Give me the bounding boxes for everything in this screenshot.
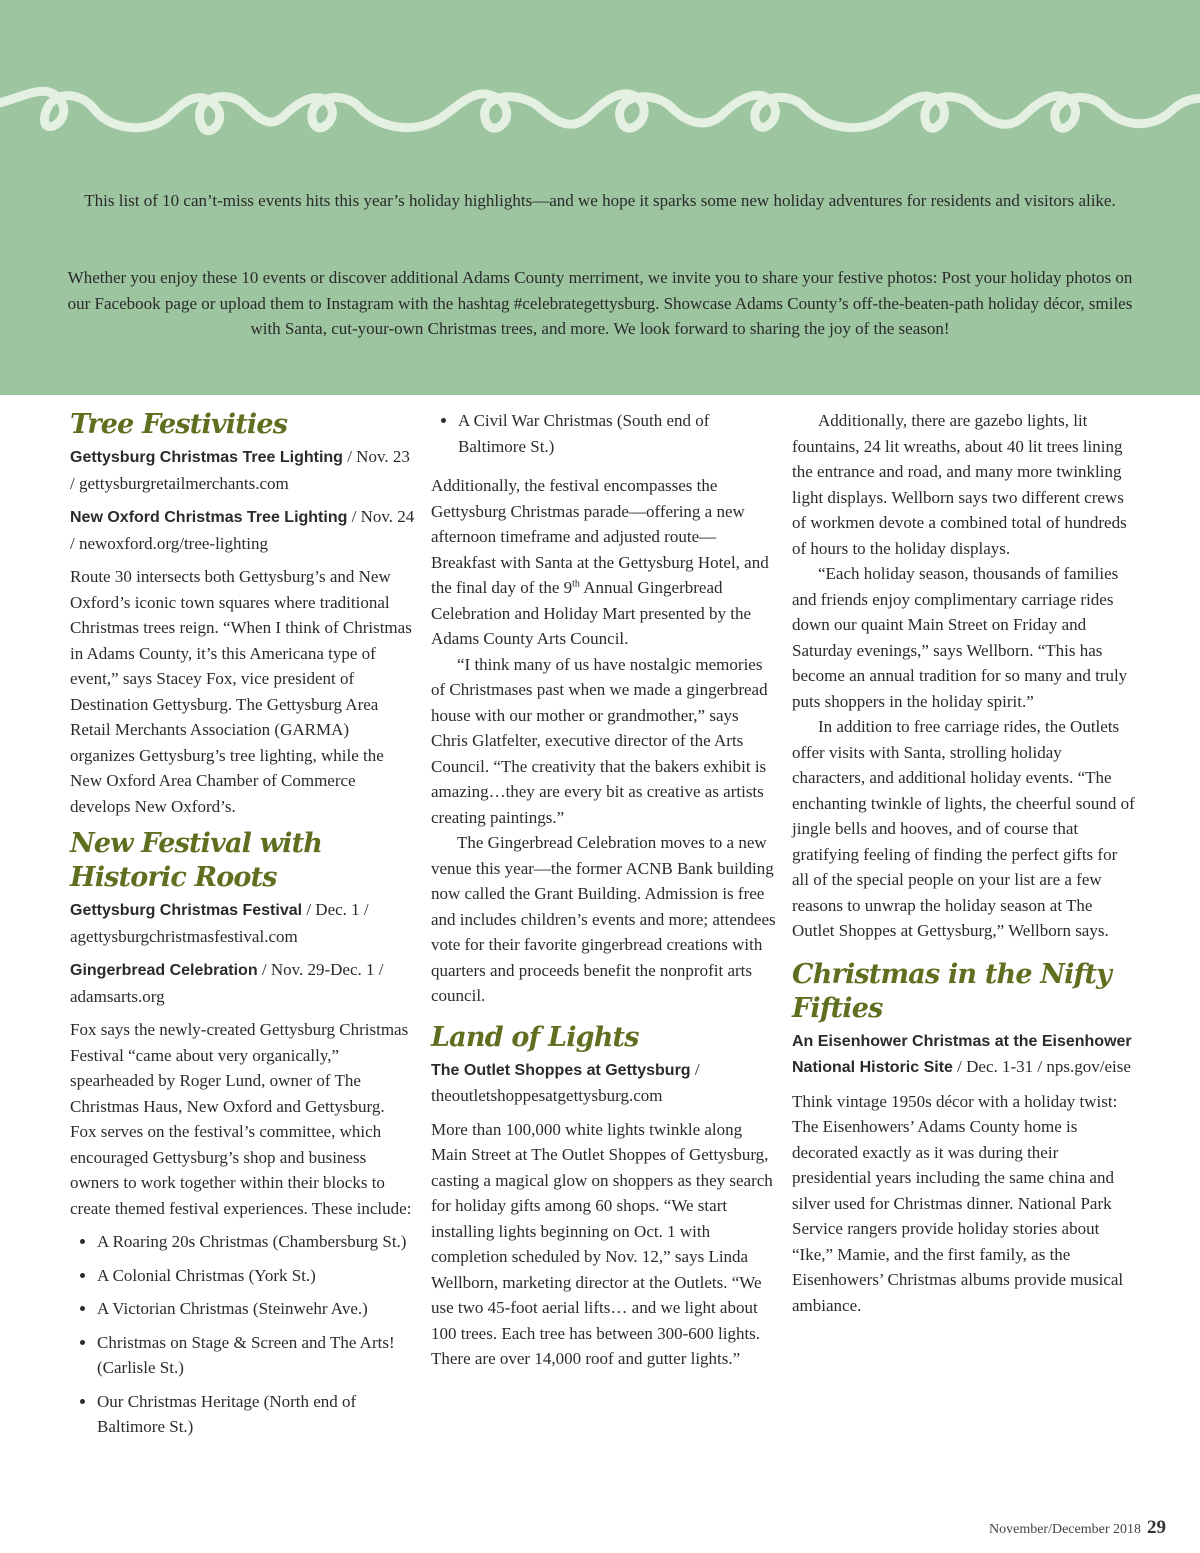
column-2 <box>431 408 776 1372</box>
event-details: / Dec. 1 / agettysburgchristmasfestival.com <box>70 900 369 946</box>
event-listing <box>70 504 415 556</box>
body-paragraph: Route 30 intersects both Gettysburg’s and New Oxford’s iconic town squares where traditional Christmas trees reign. “When I think of Christmas in Adams County, it’s this Americana type of event,” says Stacey Fox, vice president of Destination Gettysburg. The Gettysburg Area Retail Merchants Association (GARMA) organizes Gettysburg’s tree lighting, while the New Oxford Area Chamber of Commerce develops New Oxford’s. <box>70 567 412 816</box>
event-name: Gettysburg Christmas Festival <box>70 902 303 919</box>
event-name: New Oxford Christmas Tree Lighting <box>70 509 348 526</box>
event-details: / Dec. 1-31 / nps.gov/eise <box>952 1057 1131 1076</box>
swirl-ornament-icon <box>0 60 1200 170</box>
list-item: • Christmas on Stage & Screen and The Arts! (Carlisle St.) <box>97 1330 415 1381</box>
body-paragraph: The Gingerbread Celebration moves to a new venue this year—the former ACNB Bank building now called the Grant Building. Admission is free and includes children’s events and more; attendees vote for their favorite gingerbread creations with quarters and proceeds benefit the nonprofit arts council. <box>431 833 776 1005</box>
section-heading-nifty-fifties: Christmas in the Nifty Fifties <box>792 958 1112 1024</box>
list-item: • A Victorian Christmas (Steinwehr Ave.) <box>97 1296 415 1322</box>
intro-paragraph-1: This list of 10 can’t-miss events hits this year’s holiday highlights—and we hope it sparks some new holiday adventures for residents and visitors alike. <box>84 191 1116 210</box>
themed-experiences-list <box>70 1229 415 1440</box>
body-paragraph: Additionally, the festival encompasses the Gettysburg Christmas parade—offering a new afternoon timeframe and adjusted route—Breakfast with Santa at the Gettysburg Hotel, and the final day of the 9th Annual Gingerbread Celebration and Holiday Mart presented by the Adams County Arts Council. <box>431 476 769 648</box>
body-paragraph: “I think many of us have nostalgic memories of Christmases past when we made a gingerbread house with our mother or grandmother,” says Chris Glatfelter, executive director of the Arts Council. “The creativity that the bakers exhibit is amazing…they are every bit as creative as artists creating paintings.” <box>431 654 768 827</box>
event-details: / Nov. 29-Dec. 1 / adamsarts.org <box>70 960 384 1006</box>
intro-paragraph-2: Whether you enjoy these 10 events or discover additional Adams County merriment, we invite you to share your festive photos: Post your holiday photos on our Facebook page or upload them to Instagram with the hashtag #celebrategettysburg. Showcase Adams County’s off-the-beaten-path holiday décor, smiles with Santa, cut-your-own Christmas trees, and more. We look forward to sharing the joy of the season! <box>67 268 1133 338</box>
event-name: The Outlet Shoppes at Gettysburg <box>431 1061 691 1079</box>
event-name: Gingerbread Celebration <box>70 962 258 979</box>
column-3 <box>792 408 1137 1326</box>
list-item: • A Colonial Christmas (York St.) <box>97 1263 415 1289</box>
column-1 <box>70 408 415 1448</box>
event-listing <box>70 897 415 949</box>
section-heading-land-of-lights: Land of Lights <box>431 1021 639 1053</box>
event-details: / theoutletshoppesatgettysburg.com <box>431 1059 700 1105</box>
event-name: Gettysburg Christmas Tree Lighting <box>70 449 343 466</box>
body-paragraph: Additionally, there are gazebo lights, lit fountains, 24 lit wreaths, about 40 lit trees lining the entrance and road, and many more twinkling light displays. Wellborn says two different crews of workmen devote a combined total of hundreds of hours to the holiday displays. <box>792 411 1127 558</box>
event-listing <box>70 957 415 1009</box>
issue-date: November/December 2018 <box>989 1522 1141 1537</box>
list-item: • A Civil War Christmas (South end of Baltimore St.) <box>458 408 776 459</box>
event-name: An Eisenhower Christmas at the Eisenhower National Historic Site <box>792 1032 1132 1076</box>
list-item: • A Roaring 20s Christmas (Chambersburg St.) <box>97 1229 415 1255</box>
page-number: 29 <box>1147 1517 1166 1538</box>
body-paragraph: Think vintage 1950s décor with a holiday twist: The Eisenhowers’ Adams County home is decorated exactly as it was during their presidential years including the same china and silver used for Christmas dinner. National Park Service rangers provide holiday stories about “Ike,” Mamie, and the first family, as the Eisenhowers’ Christmas albums provide musical ambiance. <box>792 1091 1124 1315</box>
section-heading-new-festival: New Festival with Historic Roots <box>70 828 323 893</box>
event-details: / Nov. 23 / gettysburgretailmerchants.com <box>70 447 410 493</box>
event-listing <box>431 1057 776 1109</box>
event-listing <box>70 444 415 496</box>
header-banner <box>0 0 1200 395</box>
body-paragraph: “Each holiday season, thousands of families and friends enjoy complimentary carriage rides down our quaint Main Street on Friday and Saturday evenings,” says Wellborn. “This has become an annual tradition for so many and truly puts shoppers in the holiday spirit.” <box>792 564 1128 711</box>
section-heading-tree-festivities: Tree Festivities <box>70 409 288 440</box>
event-details: / Nov. 24 / newoxford.org/tree-lighting <box>70 507 415 553</box>
list-item: • Our Christmas Heritage (North end of Baltimore St.) <box>97 1389 415 1440</box>
event-listing <box>792 1028 1137 1081</box>
themed-experiences-list-continued <box>431 408 776 459</box>
body-paragraph: Fox says the newly-created Gettysburg Christmas Festival “came about very organically,” spearheaded by Roger Lund, owner of The Christmas Haus, New Oxford and Gettysburg. Fox serves on the festival’s committee, which encouraged Gettysburg’s shop and business owners to work together within their blocks to create themed festival experiences. These include: <box>70 1020 412 1218</box>
body-paragraph: In addition to free carriage rides, the Outlets offer visits with Santa, strolling holiday characters, and additional holiday events. “The enchanting twinkle of lights, the cheerful sound of jingle bells and hooves, and of course that gratifying feeling of finding the perfect gifts for all of the special people on your list are a few reasons to unwrap the holiday season at The Outlet Shoppes at Gettysburg,” Wellborn says. <box>792 717 1135 940</box>
page-footer <box>989 1517 1166 1539</box>
body-paragraph: More than 100,000 white lights twinkle along Main Street at The Outlet Shoppes of Gettysburg, casting a magical glow on shoppers as they search for holiday gifts among 60 shops. “We start installing lights beginning on Oct. 1 with completion scheduled by Nov. 12,” says Linda Wellborn, marketing director at the Outlets. “We use two 45-foot aerial lifts… and we light about 100 trees. Each tree has between 300-600 lights. There are over 14,000 roof and gutter lights.” <box>431 1119 773 1368</box>
